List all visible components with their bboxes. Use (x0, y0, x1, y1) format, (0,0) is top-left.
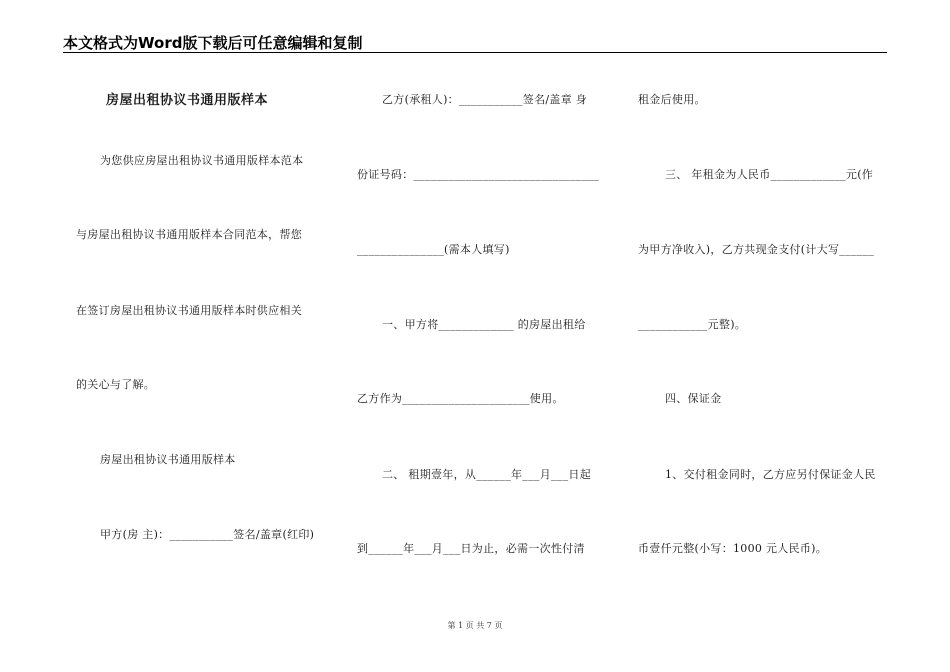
document-title: 房屋出租协议书通用版样本 (106, 93, 269, 108)
id-number-line: 份证号码：________________________________ (357, 168, 600, 181)
paragraph-line: 与房屋出租协议书通用版样本合同范本，帮您 (76, 228, 302, 241)
paragraph-line: 乙方作为______________________使用。 (357, 392, 564, 405)
text-column-right (638, 0, 888, 672)
paragraph-line: 租金后使用。 (638, 93, 706, 106)
document-header: 本文格式为Word版下载后可任意编辑和复制 (63, 34, 363, 52)
paragraph-line: 为您供应房屋出租协议书通用版样本范本 (100, 154, 304, 167)
clause-one-line: 一、甲方将_____________ 的房屋出租给 (382, 318, 586, 331)
party-b-signature-line: 乙方(承租人)：___________签名/盖章 身 (382, 93, 588, 106)
paragraph-line: 币壹仟元整(小写：1000 元人民币)。 (638, 542, 828, 555)
deposit-clause-line: 1、交付租金同时，乙方应另付保证金人民 (665, 468, 876, 481)
paragraph-line: 的关心与了解。 (76, 378, 156, 391)
paragraph-line: 为甲方净收入)，乙方共现金支付(计大写______ (638, 243, 875, 256)
clause-three-line: 三、 年租金为人民币_____________元(作 (665, 168, 874, 181)
section-heading: 房屋出租协议书通用版样本 (100, 453, 236, 466)
paragraph-line: 在签订房屋出租协议书通用版样本时供应相关 (76, 304, 302, 317)
section-heading: 四、保证金 (665, 392, 722, 405)
paragraph-line: _______________(需本人填写) (357, 243, 510, 256)
page-number: 第 1 页 共 7 页 (447, 621, 503, 630)
paragraph-line: ____________元整)。 (638, 318, 747, 331)
text-column-middle (357, 0, 617, 672)
text-column-left (76, 0, 331, 672)
clause-two-line: 二、 租期壹年，从______年___月___日起 (382, 468, 591, 481)
party-a-signature-line: 甲方(房 主)：___________签名/盖章(红印) (100, 528, 315, 541)
paragraph-line: 到______年___月___日为止，必需一次性付清 (357, 542, 585, 555)
